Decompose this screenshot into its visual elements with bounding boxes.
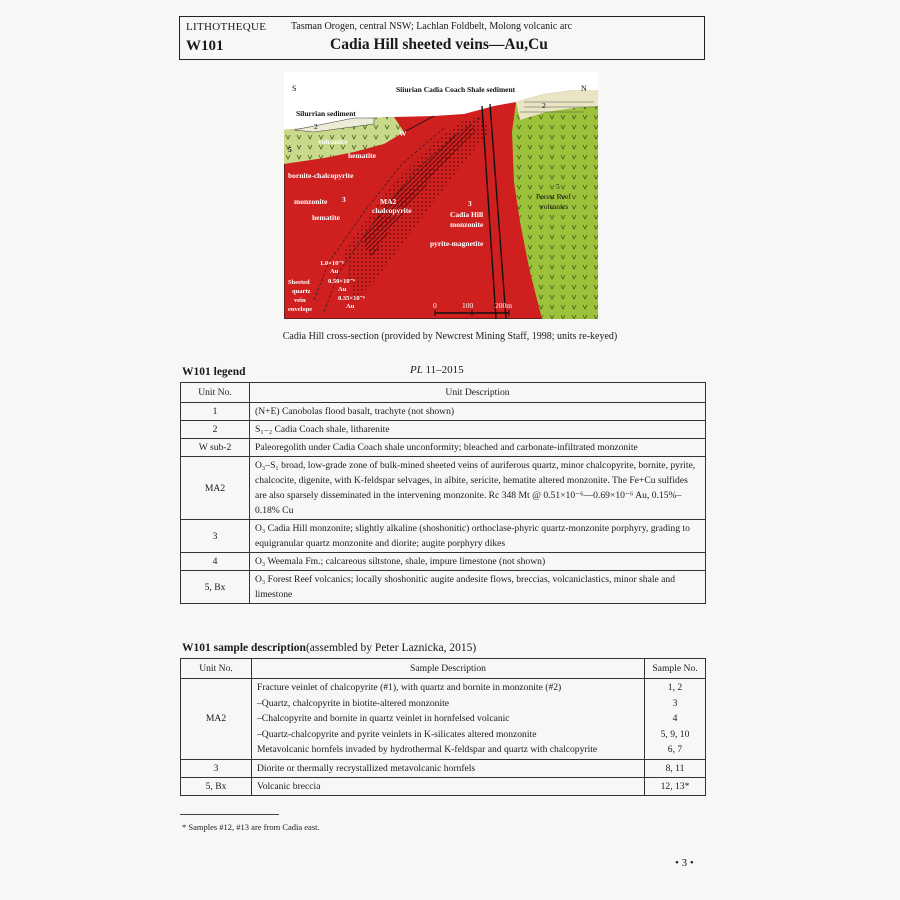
unit-no: W sub-2: [181, 439, 250, 457]
label-north: N: [581, 84, 587, 93]
table-row: [181, 457, 706, 520]
sample-no: 4: [672, 713, 678, 724]
sample-description: Volcanic breccia: [252, 777, 645, 795]
unit-description: O₃ Weemala Fm.; calcareous siltstone, shale, impure limestone (not shown): [250, 553, 706, 571]
label-unit-2-right: 2: [542, 101, 546, 110]
unit-no: MA2: [181, 457, 250, 520]
table-row: [181, 439, 706, 457]
sample-description: Fracture veinlet of chalcopyrite (#1), with quartz and bornite in monzonite (#2): [257, 682, 562, 693]
label-cadia-hill: Cadia Hill: [450, 210, 484, 219]
footnote: * Samples #12, #13 are from Cadia east.: [182, 822, 320, 832]
sample-descriptions: [252, 679, 645, 760]
label-ma2: MA2: [380, 197, 397, 206]
page-title: Cadia Hill sheeted veins—Au,Cu: [330, 36, 548, 53]
unit-description: O₃ Cadia Hill monzonite; slightly alkaline (shoshonitic) orthoclase-phyric quartz-monzonite porphyry, grading to equigranular quartz monzonite and diorite; augite porphyry dikes: [250, 520, 706, 553]
unit-description: Paleoregolith under Cadia Coach shale unconformity; bleached and carbonate-infiltrated monzonite: [250, 439, 706, 457]
table-row: [181, 421, 706, 439]
unit-no: 4: [181, 553, 250, 571]
unit-no: MA2: [181, 679, 252, 760]
sample-id: W101: [186, 38, 224, 54]
label-volcanics-right: volcanics: [540, 202, 569, 211]
label-volcanics: volcanics: [318, 137, 348, 146]
label-monzonite-left: monzonite: [294, 197, 328, 206]
legend-title: W101 legend: [182, 366, 246, 378]
unit-description: S₁₋₂ Cadia Coach shale, litharenite: [250, 421, 706, 439]
label-envelope-2: quartz: [292, 288, 311, 295]
sample-description: –Quartz, chalcopyrite in biotite-altered monzonite: [257, 697, 450, 709]
unit-description: O₃–S₁ broad, low-grade zone of bulk-mined sheeted veins of auriferous quartz, minor chalcopyrite, bornite, pyrite, chalcocite, digenite, with K-feldspar selvages, in albite, sericite, hematite altered monzonite. The Fe+Cu sulfides are also sparsely disseminated in the intervening monzonite. Rc 348 Mt @ 0.51×10⁻⁶—0.69×10⁻⁶ Au, 0.15%–0.18% Cu: [250, 457, 706, 520]
label-bornite-chalcopyrite: bornite-chalcopyrite: [288, 171, 354, 180]
label-monzonite-center: monzonite: [450, 220, 484, 229]
label-envelope-4: envelope: [288, 306, 313, 313]
sample-description: –Quartz-chalcopyrite and pyrite veinlets in K-silicates altered monzonite: [257, 728, 537, 740]
label-south: S: [292, 84, 297, 93]
label-au-3: Au: [346, 303, 355, 310]
table-row: [181, 403, 706, 421]
unit-no: 1: [181, 403, 250, 421]
figure-caption: Cadia Hill cross-section (provided by Newcrest Mining Staff, 1998; units re-keyed): [282, 331, 618, 342]
label-au-1: Au: [330, 268, 339, 275]
unit-no: 5, Bx: [181, 571, 250, 604]
label-pyrite-magnetite: pyrite-magnetite: [430, 239, 484, 248]
samples-header-row: [181, 659, 706, 679]
table-row: [181, 759, 706, 777]
location-text: Tasman Orogen, central NSW; Lachlan Foldbelt, Molong volcanic arc: [291, 21, 573, 32]
unit-no: 3: [181, 520, 250, 553]
label-au-2: Au: [338, 286, 347, 293]
header-box: [179, 16, 705, 60]
scale-label-200: 200m: [495, 301, 513, 310]
table-row: [181, 679, 706, 760]
sample-no: 5, 9, 10: [660, 728, 690, 740]
label-envelope-1: Sheeted: [288, 279, 310, 286]
label-unit-2-left: 2: [314, 122, 318, 131]
label-unit-5-left: 5: [288, 145, 292, 154]
plate-reference: PL 11–2015: [410, 364, 464, 376]
label-envelope-3: vein: [294, 297, 306, 304]
label-grade-3: 0.35×10⁻⁶: [338, 295, 365, 302]
legend-table: [180, 382, 706, 604]
col-unit-description: Unit Description: [250, 383, 706, 403]
table-row: [181, 571, 706, 604]
samples-table: [180, 658, 706, 796]
label-w: W: [399, 129, 407, 138]
legend-header-row: [181, 383, 706, 403]
page-number: • 3 •: [675, 857, 694, 869]
sample-no: 6, 7: [667, 744, 683, 755]
unit-no: 3: [181, 759, 252, 777]
table-row: [181, 777, 706, 795]
sample-no: 3: [672, 697, 678, 709]
table-row: [181, 520, 706, 553]
cross-section-svg: [284, 72, 598, 319]
footnote-rule: [180, 814, 279, 815]
label-hematite-2: hematite: [312, 213, 340, 222]
sample-no: 1, 2: [667, 682, 683, 693]
sample-description: Diorite or thermally recrystallized metavolcanic hornfels: [252, 759, 645, 777]
col-sample-description: Sample Description: [252, 659, 645, 679]
scale-label-0: 0: [433, 301, 437, 310]
label-grade-1: 1.0×10⁻⁶: [320, 260, 344, 267]
col-unit-no: Unit No.: [181, 383, 250, 403]
scale-label-100: 100: [462, 301, 474, 310]
label-unit-5-right: 5: [556, 182, 560, 191]
unit-description: (N+E) Canobolas flood basalt, trachyte (not shown): [250, 403, 706, 421]
sample-description: Metavolcanic hornfels invaded by hydrothermal K-feldspar and quartz with chalcopyrite: [257, 744, 598, 755]
table-row: [181, 553, 706, 571]
sample-no: 8, 11: [645, 759, 706, 777]
sample-description: –Chalcopyrite and bornite in quartz veinlet in hornfelsed volcanic: [257, 713, 510, 724]
label-hematite-1: hematite: [348, 151, 376, 160]
col-unit-no: Unit No.: [181, 659, 252, 679]
label-grade-2: 0.50×10⁻⁶: [328, 278, 355, 285]
lithotheque-label: LITHOTHEQUE: [186, 21, 267, 33]
col-sample-no: Sample No.: [645, 659, 706, 679]
label-unit-3-left: 3: [342, 195, 346, 204]
label-unit-3-center: 3: [468, 199, 472, 208]
label-shale-sediment: Siiurian Cadia Coach Shale sediment: [396, 85, 516, 94]
sample-numbers: [645, 679, 706, 760]
unit-no: 2: [181, 421, 250, 439]
unit-description: O₃ Forest Reef volcanics; locally shoshonitic augite andesite flows, breccias, volcaniclastics, minor shale and limestone: [250, 571, 706, 604]
label-forest-reef: Forest Reef: [536, 192, 571, 201]
cross-section-figure: [284, 72, 598, 319]
samples-title: W101 sample description(assembled by Peter Laznicka, 2015): [182, 642, 477, 654]
unit-no: 5, Bx: [181, 777, 252, 795]
label-chalcopyrite: chalcopyrite: [372, 206, 412, 215]
sample-no: 12, 13*: [645, 777, 706, 795]
label-silurian-sediment: Silurrian sediment: [296, 109, 356, 118]
